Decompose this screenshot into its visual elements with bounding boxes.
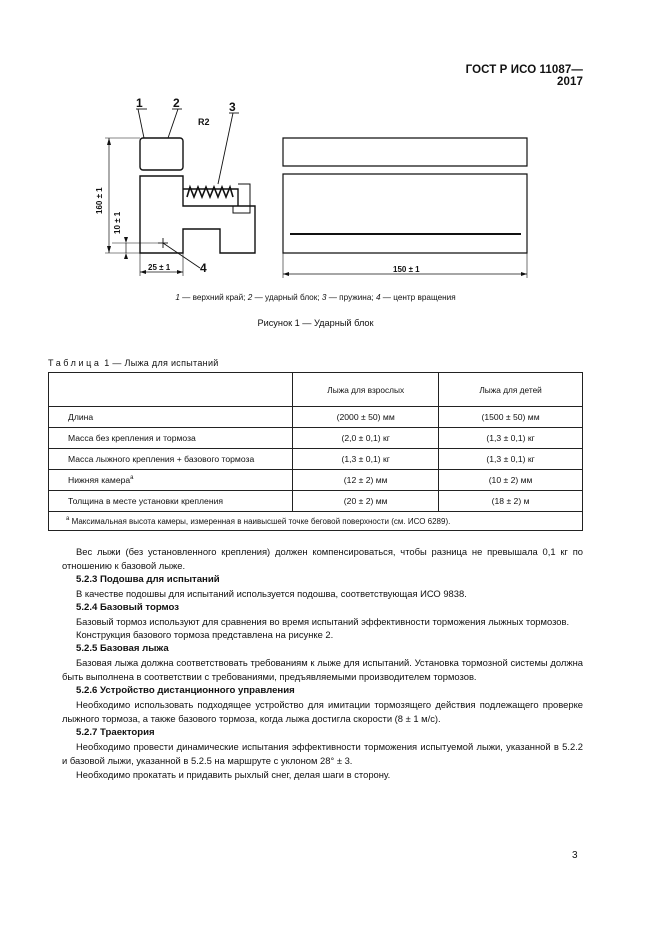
- dim-height: 160 ± 1: [95, 187, 104, 214]
- dim-pivot: 10 ± 1: [113, 211, 122, 234]
- row-child-value: (10 ± 2) мм: [439, 470, 583, 491]
- row-child-value: (18 ± 2) м: [439, 491, 583, 512]
- dim-radius: R2: [198, 117, 210, 127]
- row-adult-value: (2,0 ± 0,1) кг: [293, 428, 439, 449]
- section-heading-5-2-4: 5.2.4 Базовый тормоз: [76, 601, 180, 613]
- paragraph: Необходимо использовать подходящее устройство для имитации тормозящего действия подлежащего проверке лыжного тормоза, а также базового тормоза, когда лыжа достигла скорости (8 ± 1 м/с).: [62, 698, 583, 724]
- row-adult-value: (2000 ± 50) мм: [293, 407, 439, 428]
- row-adult-value: (20 ± 2) мм: [293, 491, 439, 512]
- row-label: Толщина в месте установки крепления: [49, 491, 293, 512]
- callout-2: 2: [173, 96, 180, 110]
- table-row: [49, 407, 583, 428]
- row-child-value: (1500 ± 50) мм: [439, 407, 583, 428]
- section-heading-5-2-3: 5.2.3 Подошва для испытаний: [76, 573, 220, 585]
- table-row: [49, 449, 583, 470]
- table-footnote-row: [49, 512, 583, 531]
- callout-4: 4: [200, 261, 207, 275]
- table-header-child: Лыжа для детей: [439, 373, 583, 407]
- callout-1: 1: [136, 96, 143, 110]
- table-footnote: $^a$ Максимальная высота камеры, измеренная в наивысшей точке беговой поверхности (см. ИСО 6289).: [49, 512, 583, 531]
- table-header-row: [49, 373, 583, 407]
- section-heading-5-2-7: 5.2.7 Траектория: [76, 726, 155, 738]
- row-label: Масса без крепления и тормоза: [49, 428, 293, 449]
- figure-legend: 1 — верхний край; 2 — ударный блок; 3 — пружина; 4 — центр вращения: [175, 293, 456, 302]
- row-label: Масса лыжного крепления + базового тормоза: [49, 449, 293, 470]
- page-number: 3: [572, 850, 578, 861]
- test-ski-table: [48, 372, 583, 531]
- figure-caption: Рисунок 1 — Ударный блок: [257, 318, 374, 328]
- callout-3: 3: [229, 100, 236, 114]
- upper-block: [140, 138, 183, 170]
- ski-profile: [283, 138, 527, 166]
- paragraph: Необходимо провести динамические испытания эффективности торможения испытуемой лыжи, указанной в 5.2.2 и базовой лыжи, указанной в 5.2.5 на маршруте с уклоном 28° ± 3.: [62, 740, 583, 766]
- table-row: [49, 491, 583, 512]
- paragraph: Базовый тормоз используют для сравнения во время испытаний эффективности торможения лыжных тормозов.: [76, 615, 570, 627]
- paragraph: Необходимо прокатать и придавить рыхлый снег, делая шаги в сторону.: [76, 768, 391, 780]
- section-heading-5-2-6: 5.2.6 Устройство дистанционного управления: [76, 685, 295, 697]
- row-label: Нижняя камера$^a$: [49, 470, 293, 491]
- body-text: [62, 545, 583, 781]
- paragraph: Конструкция базового тормоза представлена на рисунке 2.: [76, 629, 334, 641]
- paragraph: Вес лыжи (без установленного крепления) должен компенсироваться, чтобы разница не превышала 0,1 кг по отношению к базовой лыже.: [62, 546, 583, 571]
- paragraph: Базовая лыжа должна соответствовать требованиям к лыже для испытаний. Установка тормозной системы должна быть выполнена в соответствии с требованиями, предъявляемыми производителем тормозов.: [62, 657, 583, 683]
- row-adult-value: (1,3 ± 0,1) кг: [293, 449, 439, 470]
- footnote-marker: a: [130, 475, 134, 481]
- table-header-adult: Лыжа для взрослых: [293, 373, 439, 407]
- table-row: [49, 428, 583, 449]
- row-child-value: (1,3 ± 0,1) кг: [439, 428, 583, 449]
- row-adult-value: (12 ± 2) мм: [293, 470, 439, 491]
- row-label: Длина: [49, 407, 293, 428]
- dim-length: 150 ± 1: [393, 265, 420, 274]
- section-heading-5-2-5: 5.2.5 Базовая лыжа: [76, 643, 169, 655]
- row-child-value: (1,3 ± 0,1) кг: [439, 449, 583, 470]
- paragraph: В качестве подошвы для испытаний используется подошва, соответствующая ИСО 9838.: [76, 587, 467, 599]
- table-title: Таблица 1 — Лыжа для испытаний: [48, 358, 219, 368]
- impact-block-figure: [90, 96, 550, 288]
- document-standard-header: ГОСТ Р ИСО 11087—2017: [465, 64, 583, 88]
- dim-width: 25 ± 1: [148, 263, 171, 272]
- table-row: [49, 470, 583, 491]
- table-header-empty: [49, 373, 293, 407]
